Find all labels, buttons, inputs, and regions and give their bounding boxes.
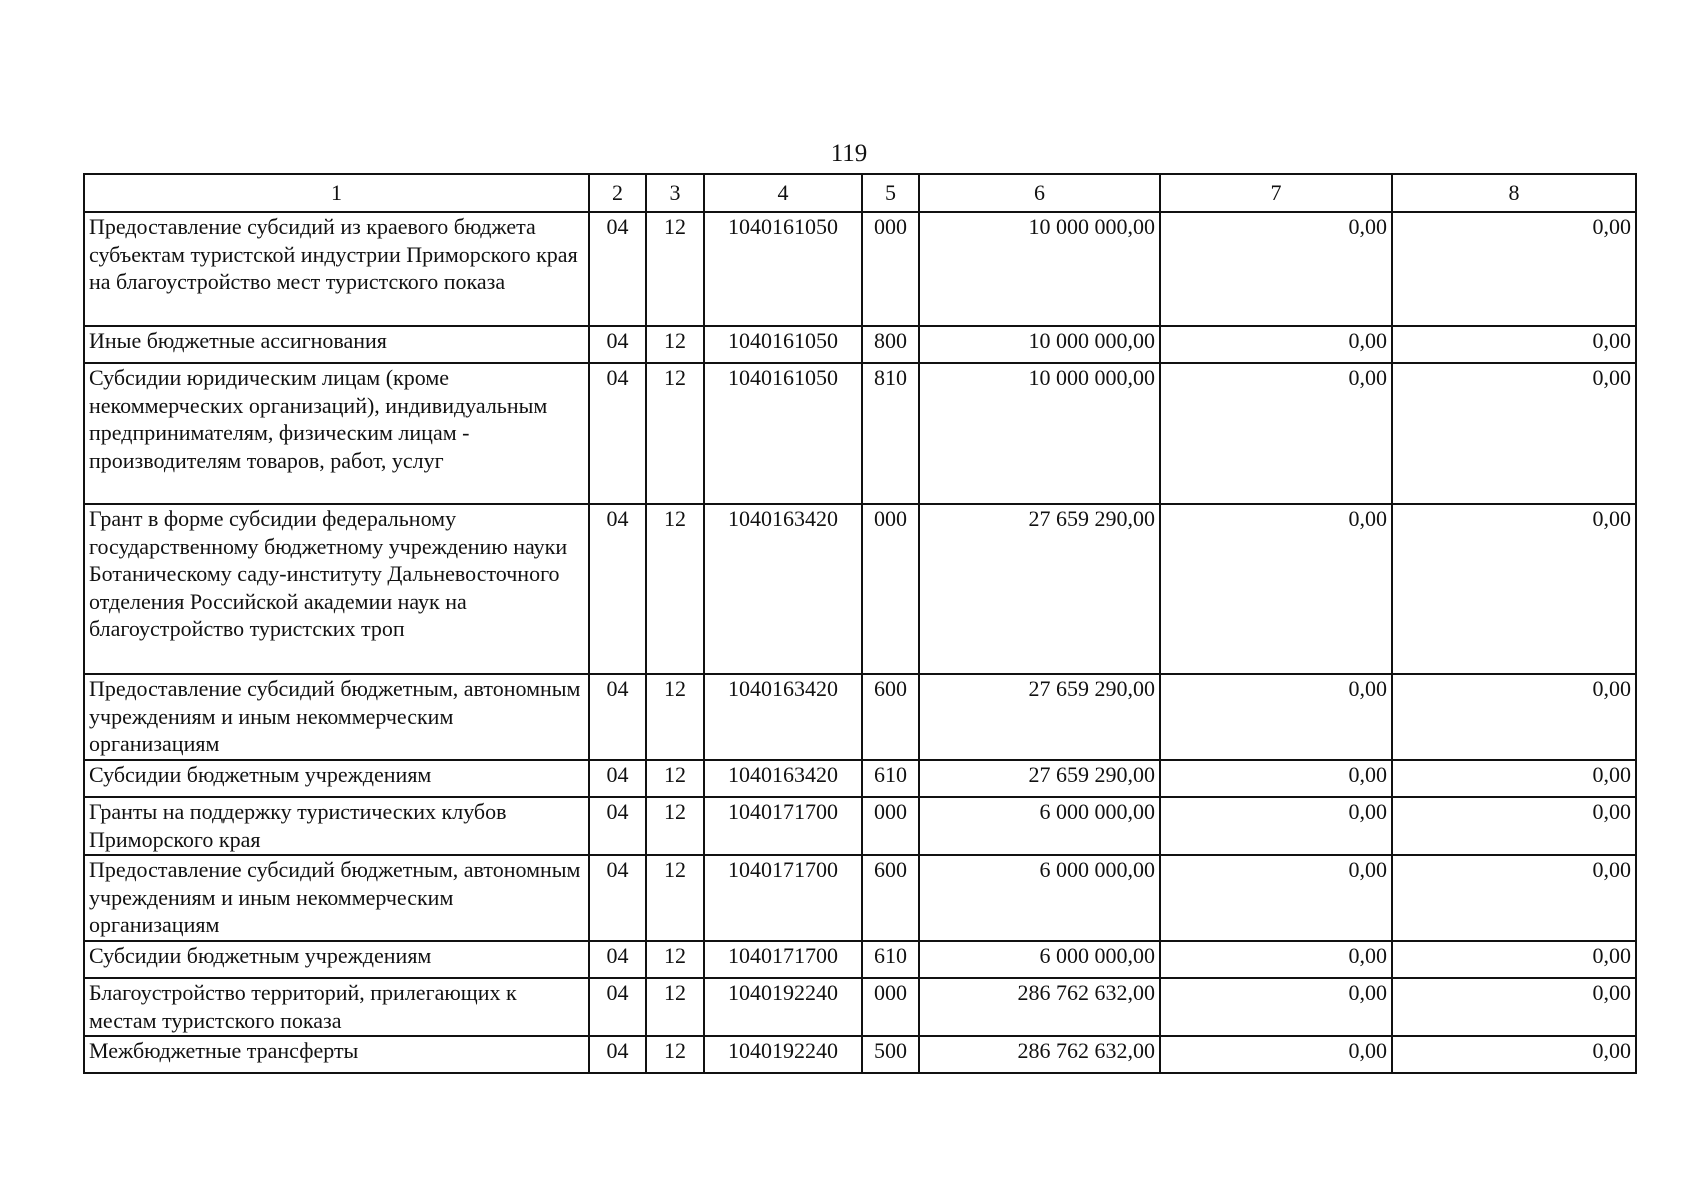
row-subsection: 12 — [646, 1036, 704, 1073]
row-amount-8: 0,00 — [1392, 363, 1636, 504]
row-amount-6: 10 000 000,00 — [919, 326, 1160, 363]
header-row — [84, 174, 1636, 212]
table-row — [84, 674, 1636, 760]
row-target-article: 1040163420 — [704, 760, 862, 797]
header-col-8: 8 — [1392, 174, 1636, 212]
row-target-article: 1040192240 — [704, 1036, 862, 1073]
row-expense-type: 610 — [862, 760, 919, 797]
row-subsection: 12 — [646, 212, 704, 326]
row-expense-type: 000 — [862, 212, 919, 326]
row-section: 04 — [589, 855, 646, 941]
row-amount-6: 27 659 290,00 — [919, 504, 1160, 674]
row-section: 04 — [589, 674, 646, 760]
row-subsection: 12 — [646, 760, 704, 797]
row-amount-8: 0,00 — [1392, 941, 1636, 978]
row-amount-8: 0,00 — [1392, 978, 1636, 1036]
row-expense-type: 600 — [862, 674, 919, 760]
row-name: Межбюджетные трансферты — [84, 1036, 589, 1073]
row-amount-6: 10 000 000,00 — [919, 363, 1160, 504]
row-section: 04 — [589, 797, 646, 855]
row-expense-type: 600 — [862, 855, 919, 941]
table-row — [84, 978, 1636, 1036]
header-col-7: 7 — [1160, 174, 1392, 212]
row-section: 04 — [589, 504, 646, 674]
row-expense-type: 000 — [862, 797, 919, 855]
row-subsection: 12 — [646, 674, 704, 760]
header-col-5: 5 — [862, 174, 919, 212]
table-row — [84, 760, 1636, 797]
budget-table — [83, 173, 1637, 1074]
row-subsection: 12 — [646, 504, 704, 674]
row-amount-8: 0,00 — [1392, 1036, 1636, 1073]
row-target-article: 1040163420 — [704, 504, 862, 674]
row-name: Грант в форме субсидии федеральному государственному бюджетному учреждению науки Ботаническому саду-институту Дальневосточного отделения Российской академии наук на благоустройство туристских троп — [84, 504, 589, 674]
row-amount-6: 6 000 000,00 — [919, 855, 1160, 941]
row-section: 04 — [589, 212, 646, 326]
row-amount-7: 0,00 — [1160, 326, 1392, 363]
table-row — [84, 797, 1636, 855]
row-amount-6: 6 000 000,00 — [919, 797, 1160, 855]
table-row — [84, 363, 1636, 504]
row-amount-7: 0,00 — [1160, 941, 1392, 978]
row-amount-7: 0,00 — [1160, 674, 1392, 760]
row-amount-6: 27 659 290,00 — [919, 760, 1160, 797]
row-target-article: 1040163420 — [704, 674, 862, 760]
row-amount-7: 0,00 — [1160, 978, 1392, 1036]
table-row — [84, 941, 1636, 978]
row-amount-6: 286 762 632,00 — [919, 1036, 1160, 1073]
row-amount-7: 0,00 — [1160, 212, 1392, 326]
row-name: Иные бюджетные ассигнования — [84, 326, 589, 363]
row-expense-type: 610 — [862, 941, 919, 978]
row-expense-type: 000 — [862, 504, 919, 674]
row-name: Субсидии бюджетным учреждениям — [84, 941, 589, 978]
row-subsection: 12 — [646, 797, 704, 855]
row-name: Предоставление субсидий бюджетным, автономным учреждениям и иным некоммерческим организациям — [84, 674, 589, 760]
row-amount-7: 0,00 — [1160, 797, 1392, 855]
header-col-1: 1 — [84, 174, 589, 212]
row-expense-type: 500 — [862, 1036, 919, 1073]
table-row — [84, 855, 1636, 941]
row-amount-8: 0,00 — [1392, 326, 1636, 363]
row-section: 04 — [589, 363, 646, 504]
row-amount-8: 0,00 — [1392, 855, 1636, 941]
row-amount-6: 6 000 000,00 — [919, 941, 1160, 978]
row-amount-8: 0,00 — [1392, 760, 1636, 797]
row-expense-type: 800 — [862, 326, 919, 363]
row-name: Благоустройство территорий, прилегающих к местам туристского показа — [84, 978, 589, 1036]
row-subsection: 12 — [646, 326, 704, 363]
header-col-2: 2 — [589, 174, 646, 212]
row-amount-6: 286 762 632,00 — [919, 978, 1160, 1036]
table-row — [84, 504, 1636, 674]
header-col-3: 3 — [646, 174, 704, 212]
row-amount-6: 27 659 290,00 — [919, 674, 1160, 760]
row-subsection: 12 — [646, 941, 704, 978]
row-amount-8: 0,00 — [1392, 504, 1636, 674]
row-section: 04 — [589, 978, 646, 1036]
row-section: 04 — [589, 326, 646, 363]
row-target-article: 1040161050 — [704, 326, 862, 363]
row-name: Субсидии юридическим лицам (кроме некоммерческих организаций), индивидуальным предпринимателям, физическим лицам - производителям товаров, работ, услуг — [84, 363, 589, 504]
row-target-article: 1040192240 — [704, 978, 862, 1036]
row-target-article: 1040161050 — [704, 363, 862, 504]
row-amount-6: 10 000 000,00 — [919, 212, 1160, 326]
row-section: 04 — [589, 941, 646, 978]
row-amount-8: 0,00 — [1392, 674, 1636, 760]
row-expense-type: 000 — [862, 978, 919, 1036]
table-row — [84, 326, 1636, 363]
row-amount-8: 0,00 — [1392, 212, 1636, 326]
row-amount-7: 0,00 — [1160, 1036, 1392, 1073]
row-amount-7: 0,00 — [1160, 760, 1392, 797]
row-section: 04 — [589, 760, 646, 797]
row-name: Гранты на поддержку туристических клубов Приморского края — [84, 797, 589, 855]
page-number: 119 — [830, 140, 868, 167]
row-amount-7: 0,00 — [1160, 504, 1392, 674]
row-amount-7: 0,00 — [1160, 363, 1392, 504]
table-row — [84, 1036, 1636, 1073]
row-subsection: 12 — [646, 978, 704, 1036]
table-row — [84, 212, 1636, 326]
header-col-6: 6 — [919, 174, 1160, 212]
row-name: Предоставление субсидий бюджетным, автономным учреждениям и иным некоммерческим организациям — [84, 855, 589, 941]
row-name: Субсидии бюджетным учреждениям — [84, 760, 589, 797]
row-amount-8: 0,00 — [1392, 797, 1636, 855]
row-target-article: 1040171700 — [704, 797, 862, 855]
row-target-article: 1040171700 — [704, 941, 862, 978]
row-subsection: 12 — [646, 363, 704, 504]
row-target-article: 1040171700 — [704, 855, 862, 941]
header-col-4: 4 — [704, 174, 862, 212]
row-expense-type: 810 — [862, 363, 919, 504]
row-name: Предоставление субсидий из краевого бюджета субъектам туристской индустрии Приморского края на благоустройство мест туристского показа — [84, 212, 589, 326]
row-amount-7: 0,00 — [1160, 855, 1392, 941]
row-section: 04 — [589, 1036, 646, 1073]
row-subsection: 12 — [646, 855, 704, 941]
row-target-article: 1040161050 — [704, 212, 862, 326]
